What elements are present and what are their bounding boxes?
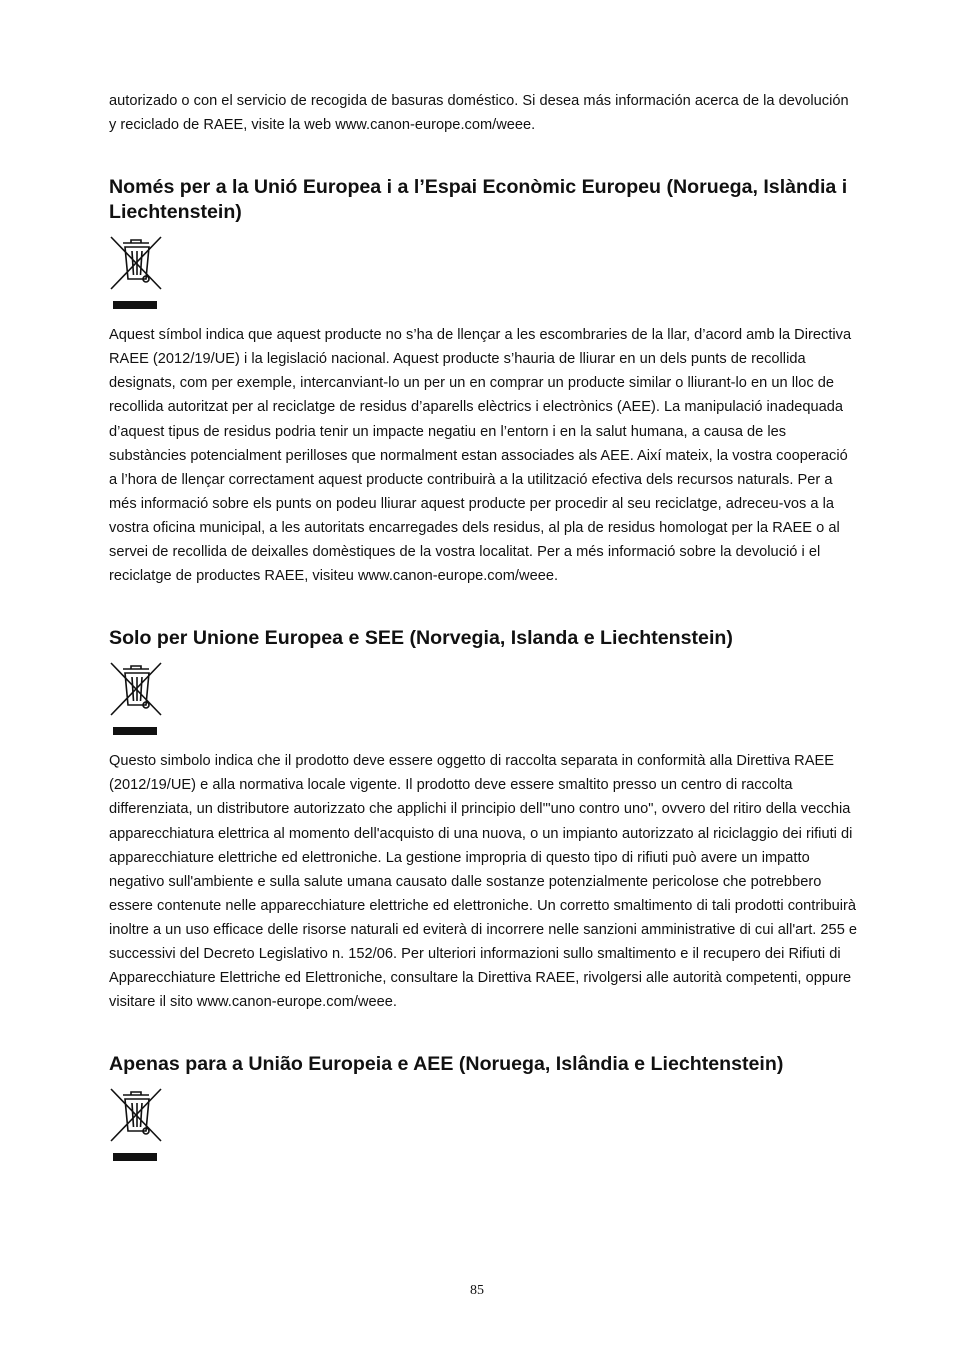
intro-paragraph: autorizado o con el servicio de recogida de basuras doméstico. Si desea más información acerca de la devolución y reciclado de RAEE, visite la web www.canon-europe.com/weee. [109,93,849,134]
section-catalan [109,175,859,588]
crossed-out-wheeled-bin-icon [109,235,165,311]
crossed-out-wheeled-bin-icon [109,661,165,737]
section-heading: Només per a la Unió Europea i a l’Espai Econòmic Europeu (Noruega, Islàndia i Liechtenstein) [109,176,848,224]
section-italian [109,626,859,1014]
page-number: 85 [470,1283,484,1298]
section-body: Aquest símbol indica que aquest producte no s’ha de llençar a les escombraries de la llar, d’acord amb la Directiva RAEE (2012/19/UE) i la legislació nacional. Aquest producte s’hauria de lliurar en un dels punts de recollida designats, com per exemple, intercanviant-lo un per un en comprar un producte similar o lliurant-lo en un lloc de recollida autoritzat per al reciclatge de residus d’aparells elèctrics i electrònics (AEE). La manipulació inadequada d’aquest tipus de residus podria tenir un impacte negatiu en l’entorn i en la salut humana, a causa de les substàncies potencialment perilloses que normalment estan associades als AEE. Així mateix, la vostra cooperació a l’hora de llençar correctament aquest producte contribuirà a la utilització efectiva dels recursos naturals. Per a més informació sobre els punts on podeu lliurar aquest producte per procedir al seu reciclatge, adreceu-vos a la vostra oficina municipal, a les autoritats encarregades dels residus, al pla de residus homologat per la RAEE o al servei de recollida de deixalles domèstiques de la vostra localitat. Per a més informació sobre la devolució i el reciclatge de productes RAEE, visiteu www.canon-europe.com/weee. [109,327,852,585]
section-heading: Apenas para a União Europeia e AEE (Noruega, Islândia e Liechtenstein) [109,1053,784,1076]
section-portuguese [109,1052,859,1163]
section-body: Questo simbolo indica che il prodotto deve essere oggetto di raccolta separata in conformità alla Direttiva RAEE (2012/19/UE) e alla normativa locale vigente. Il prodotto deve essere smaltito presso un centro di raccolta differenziata, un distributore autorizzato che applichi il principio dell'"uno contro uno", ovvero del ritiro della vecchia apparecchiatura elettrica al momento dell'acquisto di una nuova, o un impianto autorizzato al riciclaggio dei rifiuti di apparecchiature elettriche ed elettroniche. La gestione impropria di questo tipo di rifiuti può avere un impatto negativo sull'ambiente e sulla salute umana causato dalle sostanze potenzialmente pericolose che potrebbero essere contenute nelle apparecchiature elettriche ed elettroniche. Un corretto smaltimento di tali prodotti contribuirà inoltre a un uso efficace delle risorse naturali ed eviterà di incorrere nelle sanzioni amministrative di cui all'art. 255 e successivi del Decreto Legislativo n. 152/06. Per ulteriori informazioni sullo smaltimento e il recupero dei Rifiuti di Apparecchiature Elettriche ed Elettroniche, consultare la Direttiva RAEE, rivolgersi alle autorità competenti, oppure visitare il sito www.canon-europe.com/weee. [109,753,858,1011]
crossed-out-wheeled-bin-icon [109,1087,165,1163]
section-heading: Solo per Unione Europea e SEE (Norvegia, Islanda e Liechtenstein) [109,627,733,650]
page-content [109,89,859,1175]
